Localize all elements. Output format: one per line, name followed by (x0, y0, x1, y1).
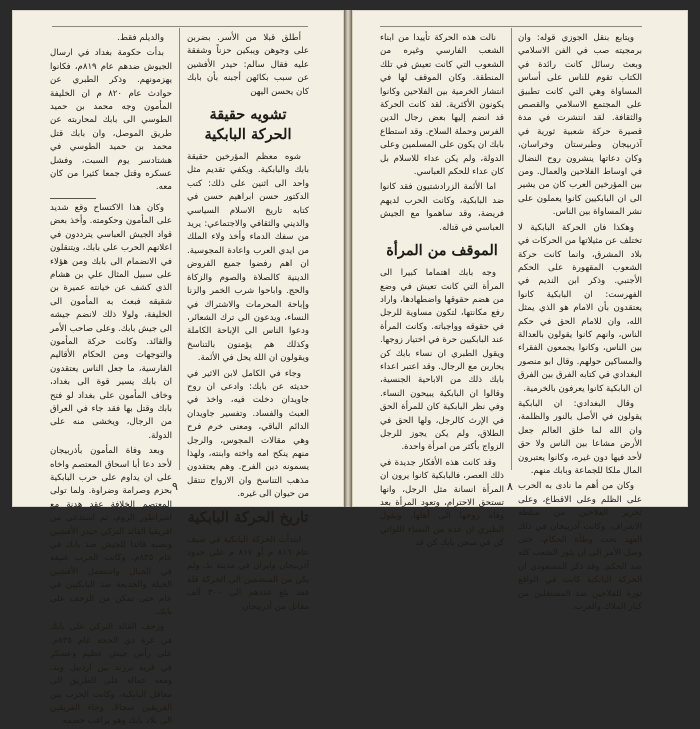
header-rule (380, 26, 642, 27)
separator (50, 198, 96, 199)
paragraph: أطلق قبلا من الأسر. بضربن على وجوهن ويبكين حزناً وشفقة عليه فقال سالم: حيدر الأفشين عن سبب بكائهن أجبنه بأن بابك كان يحسن اليهن (187, 33, 309, 97)
paragraph: وقد كانت هذه الأفكار جديدة في ذلك العصر، فالبابكية كانوا يرون ان المرأة انسانة مثل الرجل، وانها تستحق الاحترام، وتعود المرأة بعد وفاة زوجها الى أهلها. ويقول الطبري ان عدة من النساء اللواتي كن في سجن بابك كن قد (380, 457, 504, 549)
column-rule (511, 28, 512, 470)
section-heading: تاريخ الحركة البابكية (187, 508, 309, 526)
paragraph: شوه معظم المؤرخين حقيقة بابك والبابكية. ويكفي تقديم مثل واحد الى اثنين على ذلك: كتب الدكتور حسن ابراهيم حسن في كتابه تاريخ الاسلام السياسي والديني والثقافي والاجتماعي: يريد من سفك الدماء وأخذ ولاء الملك من ايدي العرب واعادة المجوسية. ان اهم رفضوا جميع الفروض الدينية كالصلاة والصوم والزكاة والحج. واباحوا شرب الخمر والزنا وإباحة المحرمات والاشتراك في النساء، ويدعون الى ترك الشعائر، ودعوا الناس الى الإباحة الكاملة وكذلك هم يؤمنون بالتناسخ ويقولون ان الله يحل في الأئمة. (187, 152, 309, 364)
header-rule (52, 26, 308, 27)
paragraph: وبعد وفاة المأمون بأذربيجان لأحد دعا أبا اسحاق المعتصم واخاه على ان يداوم على حرب البابكية بحزم وصرامة وضراوة. ولما تولى المعتصم الخلافة عقد هدنة مع امبراطور الروم، ثم استدعى من افريقيا القائد التركي حيدر الأفشين ونصبه قائدا للجيش ضد بابك في عام ٨٣٥م. وكانت الحرب عنيفة في الجبال واستعمل الأفشين الحيلة والخديعة ضد البابكيين في عام حتى تمكن من الزحف على بابك. (50, 446, 172, 618)
page-number: ٨ (507, 480, 513, 493)
paragraph: ويتابع بنقل الجوزي قوله: وان برمجيته صب في الفن الاسلامي وبعث رسائل كانت رائدة في الكتاب تقوم للناس على أساس المساواة وهي التي كانت تطبيق على المجتمع الاسلامي والقصص والثقافة. لقد انتشرت في مدة قصيرة حركة شعبية ثورية في آذربيجان وطبرستان وخراسان، وكان دعاتها ينشرون روح النضال في اوساط الفلاحين والعمال. ومن بين المؤرخين العرب كان من يشير الى ان البابكيين كانوا يعملون على نشر المساواة بين الناس. (518, 33, 642, 218)
paragraph: وكان هذا الاكتساح وقع شديد على المأمون وحكومته. وأخذ بعض قواد الجيش العباسي يترددون في اعلانهم الحرب على بابك، ويتنقلون في الانضمام الى بابك ومن هؤلاء على سبيل المثال علي بن هشام الذي كشف عن خيانته عميرة بن شقيقه فبعث به المأمون الى الخليفة، ولولا ذلك لانضم جيشه الى جيش بابك. وعلى صاحب الأمر والقائد. وكانت حركة المأمون والتوجهات ومن الحكام الأقاليم الفارسية، ما جعل الناس يعتقدون ان بابك يسير قوة الى بغداد، وخاف المأمون على بغداد لو فتح بابك وقتل بها فقد جاء في العراق من الرجال، ويخشى منه على الدولة. (50, 202, 172, 441)
right-page-right-column (517, 32, 642, 613)
left-page-left-column (50, 32, 172, 727)
paragraph: وكان من أهم ما نادى به الحرب على الظلم وعلى الاقطاع، وعلى تحرير الفلاحين من سلطة الاشراف، وكانت آذربيجان في ذلك العهد تحت وطأة الحكام، حتى وصل الأمر الى ان يثور الشعب كله ضد الحكم. وقد ذكر المسعودي ان الحركة البابكية كانت في الواقع ثورة للفلاحين ضد المستغلين من كبار الملاك والعرب. (518, 481, 642, 613)
right-page (352, 10, 688, 613)
paragraph: بدأت حكومة بغداد في ارسال الجيوش ضدهم عام ٨١٩م، فكانوا يهزمونهم. وذكر الطبري عن حوادث عام ٨٢٠ م ان الخليفة المأمون وجه محمد بن حميد الطوسي الى بابك لمحاربته عن طريق الموصل، وان بابك قتل محمد بن حميد الطوسي في هشتادسر يوم السبت، وفشل عسكره وقتل جمعا كثيرا من كان معه. (50, 48, 172, 193)
paragraph: وقال البغدادي: ان البابكية يقولون في الأصل بالنور والظلمة، وان الله لما خلق العالم جعل الأرض مشاعا بين الناس ولا حق لأحد فيها دون غيره، وكانوا يعتبرون المال ملكا للجماعة وبابك منهم. (518, 398, 642, 476)
paragraph: اما الأئمة الزرادشتيون فقد كانوا ضد البابكية، وكانت الحرب لديهم فريضة، وقد ساهموا مع الجيش العباسي في قتاله. (380, 182, 504, 233)
section-heading: تشويه حقيقة الحركة البابكية (204, 106, 292, 144)
left-page (12, 10, 344, 727)
paragraph: وجه بابك اهتماما كبيرا الى المرأة التي كانت تعيش في وضع من هضم حقوقها واضطهادها، واراد رفع مكانتها، لتكون مساوية للرجل في حقوقه وواجباته. وكانت المرأة عند البابكيين حرة في اختيار زوجها. ويقول الطبري ان نساء بابك كن يحاربن مع الرجال. وقد اعتبر اعداء بابك ذلك من الاباحية الجنسية، وقالوا ان البابكية يبيحون النساء. وفي نظر البابكية كان للمرأة الحق في الإرث كالرجل، ولها الحق في الطلاق، ولم يكن يجوز للرجل الزواج بأكثر من امرأة واحدة. (380, 268, 504, 453)
column-rule (179, 28, 180, 470)
section-heading: الموقف من المرأة (386, 242, 498, 260)
book-gutter (344, 10, 352, 507)
paragraph: نالت هذه الحركة تأييدا من ابناء الشعب الفارسي وغيره من الشعوب التي كانت تعيش في تلك المنطقة. وكان الموقف لها في انتشار الخرمية بين الفلاحين وكانوا يكونون الأكثرية. لقد كانت الحركة قد انضم إليها بعض رجال الدين الفرس وحملة السلاح. وقد استطاع بابك ان يكون على المسلمين وعلى الدولة، ولم يكن عداء للاسلام بل كان عداء للحكم العباسي. (380, 33, 504, 178)
paragraph: ابتدأت الحركة البابكية في صيف عام ٨١٦ م أو ٨١٧ م على حدود آذربيجان وايران في مدينة بذ. ولم يكن من المنضمين الى الحركة قلة فقد بلغ عددهم الى ٣٠٠ ألف مقاتل من آذربيجان (187, 534, 309, 612)
page-number: ٩ (172, 480, 178, 493)
left-page-right-column (187, 32, 309, 612)
paragraph: والديلم فقط. (117, 33, 164, 43)
right-page-left-column (380, 32, 504, 549)
paragraph: وزحف القائد التركي على بابك في غرة ذي الحجة عام ٨٣٥م. على رأس جيش عظيم وعسكر في قرية برزند بين اردبيل وبذ، ومعه عماله على الطريق الى معاقل البابكية، وكانت الحرب بين الفريقين سجالا. وجاء الفريقين الى بلاد بابك وهو يراقب خصمه (50, 622, 172, 727)
paragraph: وجاء في الكامل لابن الاثير في حديثه عن بابك: وادعى ان روح جاويدان دخلت فيه، واخذ في العبث والفساد. وتفسير جاويدان الدائم الباقي، ومعنى خرم فرح وهي مقالات المجوس، والرجل منهم ينكح امه واخته وابنته، ولهذا يسمونه دين الفرح. وهم يعتقدون مذهب التناسخ وان الارواح تنتقل من حيوان الى غيره. (187, 368, 309, 500)
paragraph: وهكذا فان الحركة البابكية لا تختلف عن مثيلاتها من الحركات في بلاد المشرق، وانما كانت حركة الشعوب المقهورة على الحكم الأجنبي. وذكر ابن النديم في الفهرست: ان البابكية كانوا يعتقدون بأن الامام هو الذي يمثل الله، وان للامام الحق في حكم الناس، وانهم كانوا يقولون بالعدالة بين الناس، وكانوا يجمعون الفقراء والمساكين حولهم. وقال ابو منصور البغدادي في كتابه الفرق بين الفرق ان البابكية كانوا يعرفون بالخرمية. (517, 222, 642, 394)
